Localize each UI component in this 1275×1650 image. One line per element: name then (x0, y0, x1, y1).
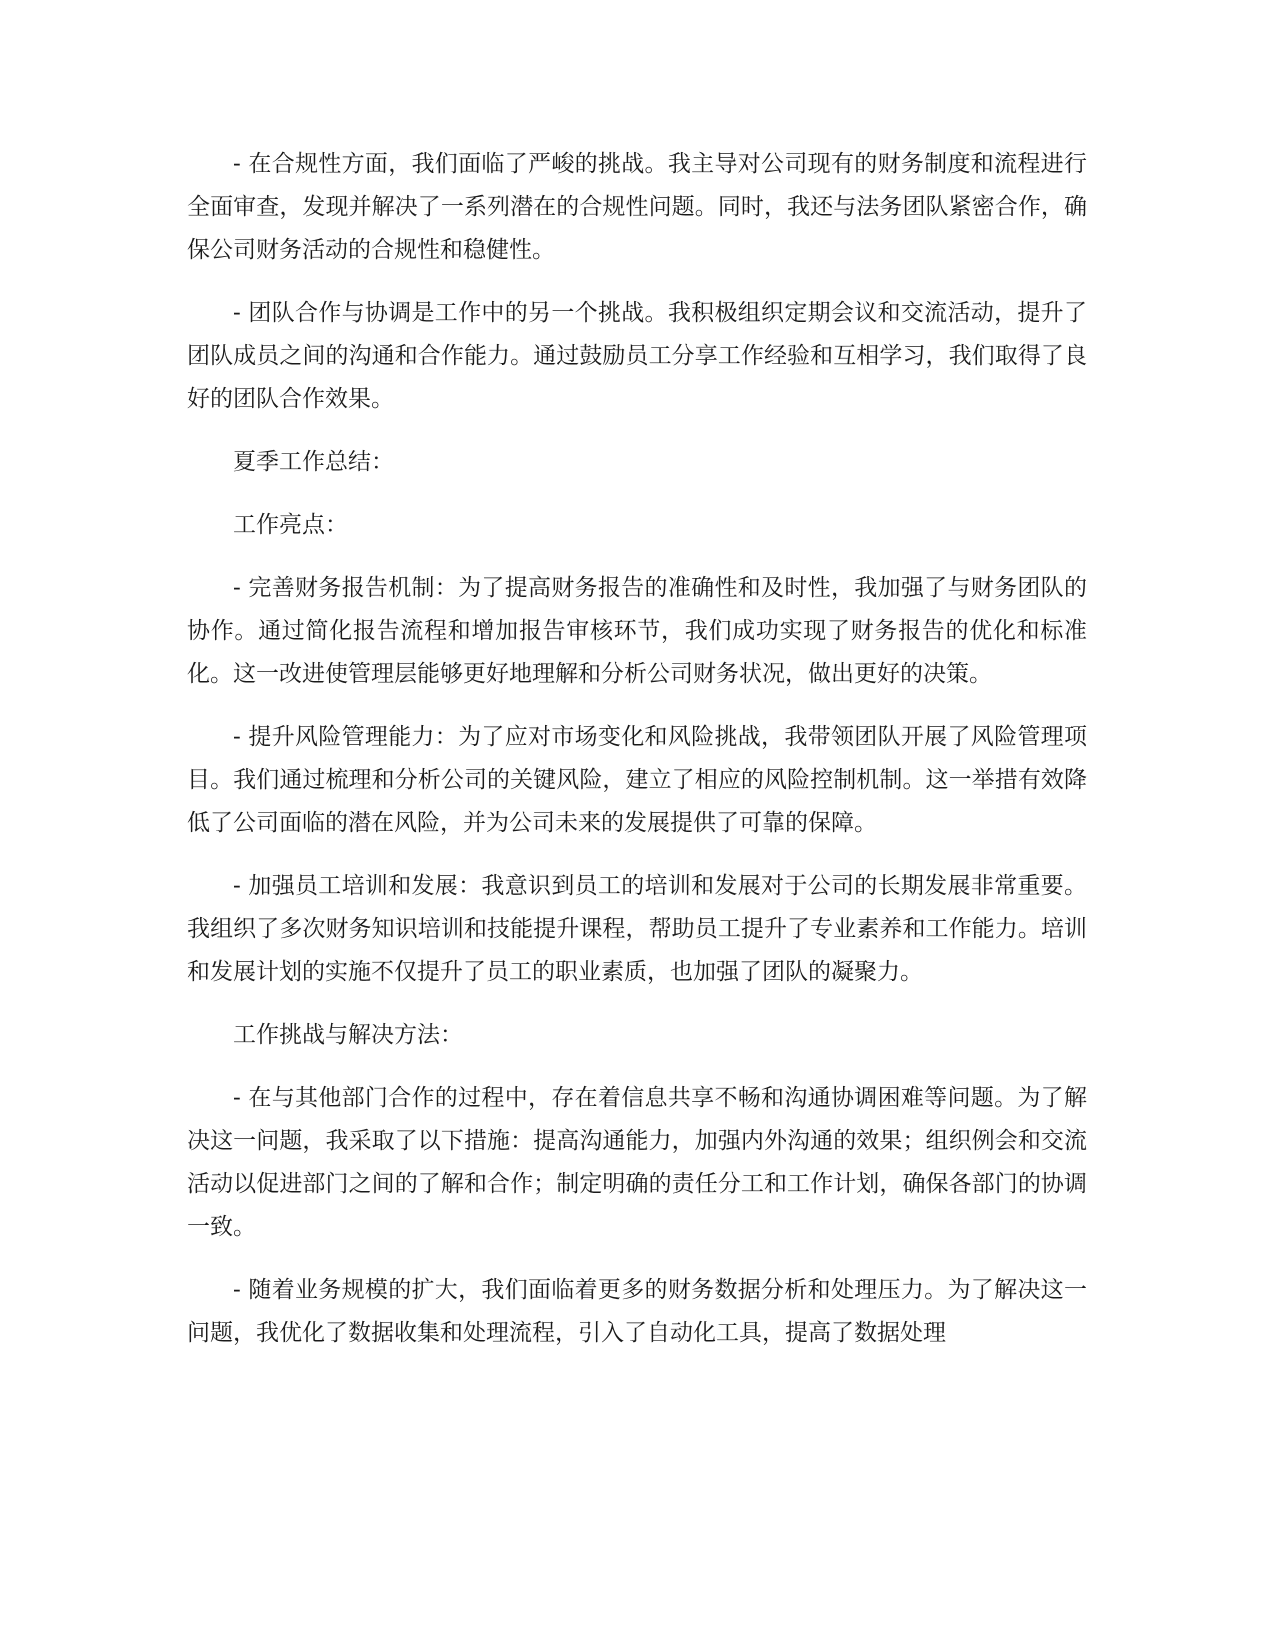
paragraph-staff-training: - 加强员工培训和发展：我意识到员工的培训和发展对于公司的长期发展非常重要。我组织了多次财务知识培训和技能提升课程，帮助员工提升了专业素养和工作能力。培训和发展计划的实施不仅提升了员工的职业素质，也加强了团队的凝聚力。 (187, 873, 1087, 985)
paragraph-financial-reporting: - 完善财务报告机制：为了提高财务报告的准确性和及时性，我加强了与财务团队的协作。通过简化报告流程和增加报告审核环节，我们成功实现了财务报告的优化和标准化。这一改进使管理层能够更好地理解和分析公司财务状况，做出更好的决策。 (187, 575, 1087, 687)
heading-challenges-solutions: 工作挑战与解决方法： (233, 1022, 463, 1048)
paragraph-cross-department: - 在与其他部门合作的过程中，存在着信息共享不畅和沟通协调困难等问题。为了解决这一问题，我采取了以下措施：提高沟通能力，加强内外沟通的效果；组织例会和交流活动以促进部门之间的了解和合作；制定明确的责任分工和工作计划，确保各部门的协调一致。 (187, 1085, 1087, 1240)
paragraph-teamwork-challenge: - 团队合作与协调是工作中的另一个挑战。我积极组织定期会议和交流活动，提升了团队成员之间的沟通和合作能力。通过鼓励员工分享工作经验和互相学习，我们取得了良好的团队合作效果。 (187, 300, 1087, 412)
heading-work-highlights: 工作亮点： (233, 512, 348, 538)
paragraph-compliance-challenge: - 在合规性方面，我们面临了严峻的挑战。我主导对公司现有的财务制度和流程进行全面审查，发现并解决了一系列潜在的合规性问题。同时，我还与法务团队紧密合作，确保公司财务活动的合规性和稳健性。 (187, 151, 1087, 263)
heading-summer-summary: 夏季工作总结： (233, 449, 394, 475)
paragraph-data-processing: - 随着业务规模的扩大，我们面临着更多的财务数据分析和处理压力。为了解决这一问题，我优化了数据收集和处理流程，引入了自动化工具，提高了数据处理 (187, 1277, 1087, 1346)
document-body (187, 143, 1087, 1375)
paragraph-risk-management: - 提升风险管理能力：为了应对市场变化和风险挑战，我带领团队开展了风险管理项目。我们通过梳理和分析公司的关键风险，建立了相应的风险控制机制。这一举措有效降低了公司面临的潜在风险，并为公司未来的发展提供了可靠的保障。 (187, 724, 1087, 836)
